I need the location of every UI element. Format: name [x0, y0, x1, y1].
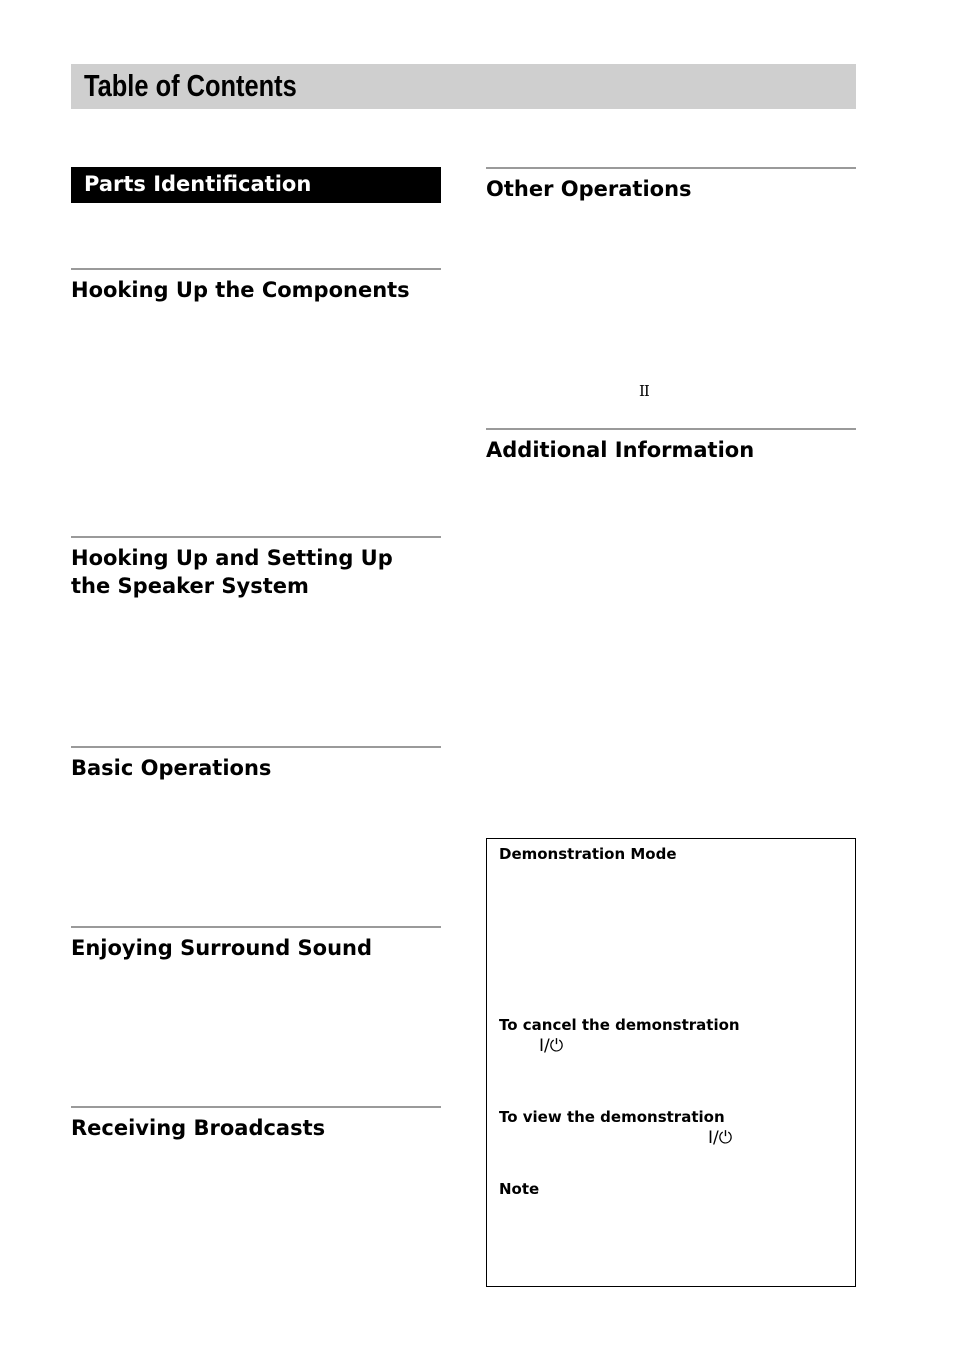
pause-icon: II — [639, 382, 649, 400]
section-basic-operations — [71, 746, 441, 782]
heading-enjoying-surround: Enjoying Surround Sound — [71, 936, 373, 960]
note-heading: Note — [499, 1180, 540, 1198]
section-parts-identification — [71, 167, 441, 203]
heading-basic-operations: Basic Operations — [71, 756, 272, 780]
section-enjoying-surround — [71, 926, 441, 962]
heading-hooking-up-speakers-line1: Hooking Up and Setting Up — [71, 546, 393, 570]
heading-additional-information: Additional Information — [486, 438, 755, 462]
power-icon: I/⏻ — [708, 1128, 733, 1148]
heading-hooking-up-components: Hooking Up the Components — [71, 278, 410, 302]
demonstration-mode-box — [486, 838, 856, 1287]
heading-receiving-broadcasts: Receiving Broadcasts — [71, 1116, 326, 1140]
heading-parts-identification: Parts Identification — [84, 172, 312, 196]
power-icon: I/⏻ — [539, 1036, 564, 1056]
view-demo-heading: To view the demonstration — [499, 1108, 725, 1126]
section-additional-information — [486, 428, 856, 464]
title-banner — [71, 64, 856, 109]
section-receiving-broadcasts — [71, 1106, 441, 1142]
page-title: Table of Contents — [84, 68, 297, 103]
section-hooking-up-components — [71, 268, 441, 304]
section-other-operations — [486, 167, 856, 203]
demo-heading: Demonstration Mode — [499, 845, 677, 863]
cancel-demo-heading: To cancel the demonstration — [499, 1016, 740, 1034]
section-hooking-up-speakers — [71, 536, 441, 600]
heading-other-operations: Other Operations — [486, 177, 692, 201]
heading-hooking-up-speakers-line2: the Speaker System — [71, 574, 309, 598]
